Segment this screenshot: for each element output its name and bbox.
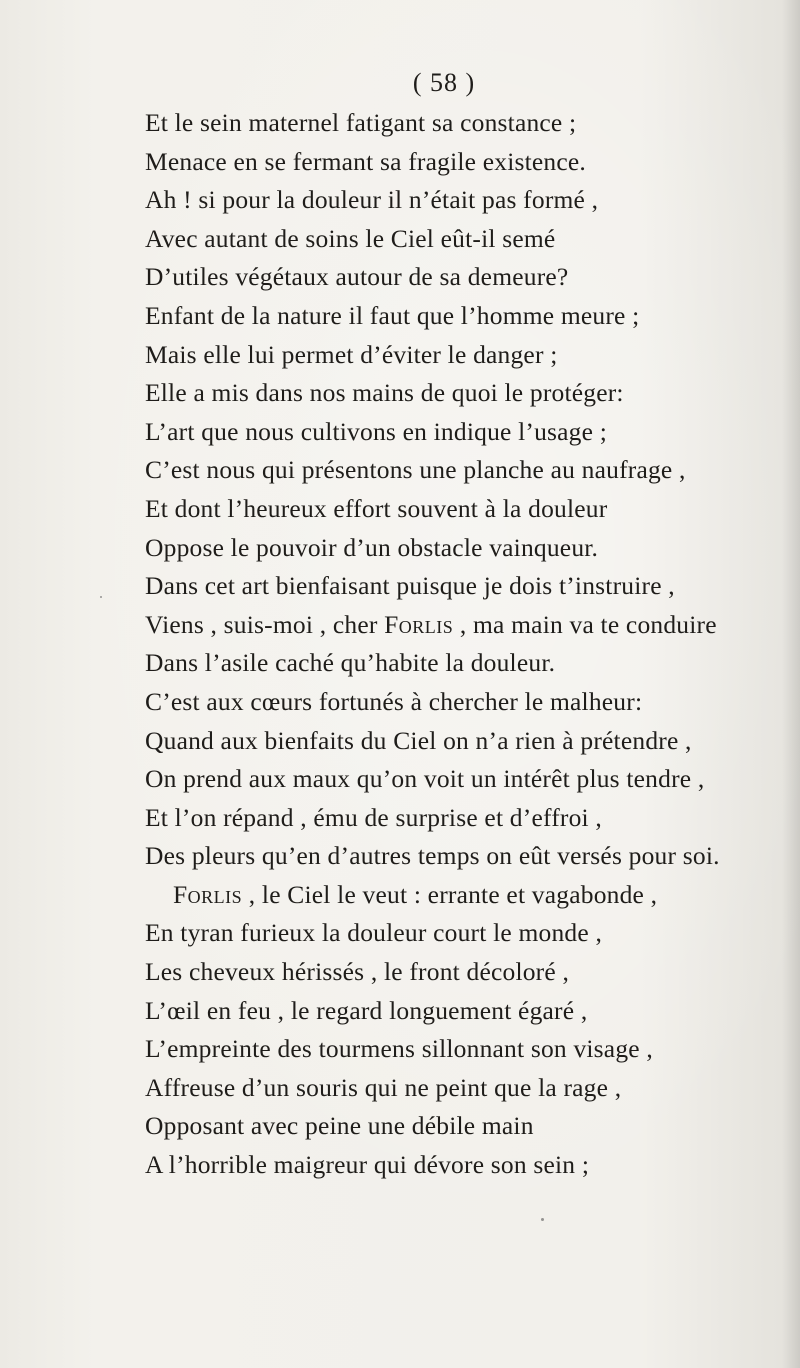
verse-line: Et dont l’heureux effort souvent à la douleur [145, 493, 608, 523]
verse-line-indented [145, 876, 785, 915]
verse-line: C’est nous qui présentons une planche au naufrage , [145, 455, 686, 485]
page-number: ( 58 ) [412, 68, 476, 97]
paper-speck [541, 1218, 544, 1221]
verse-line: Quand aux bienfaits du Ciel on n’a rien à prétendre , [145, 725, 692, 755]
paper-speck [100, 596, 102, 598]
verse-line: Avec autant de soins le Ciel eût-il semé [145, 223, 556, 253]
verse-line: Affreuse d’un souris qui ne peint que la rage , [145, 1072, 622, 1102]
verse-line: D’utiles végétaux autour de sa demeure? [145, 262, 569, 292]
verse-line: Opposant avec peine une débile main [145, 1111, 534, 1141]
verse-line: On prend aux maux qu’on voit un intérêt plus tendre , [145, 764, 705, 794]
verse-line: Dans cet art bienfaisant puisque je dois t’instruire , [145, 571, 675, 601]
verse-text: Viens , suis-moi , cher [145, 609, 385, 639]
verse-line: A l’horrible maigreur qui dévore son sein ; [145, 1150, 590, 1180]
verse-line [145, 606, 785, 645]
verse-line: Enfant de la nature il faut que l’homme meure ; [145, 300, 640, 330]
verse-line: Ah ! si pour la douleur il n’était pas formé , [145, 185, 599, 215]
name-forlis: Forlis [384, 609, 454, 639]
verse-text: , ma main va te conduire [453, 609, 717, 639]
verse-line: En tyran furieux la douleur court le monde , [145, 918, 603, 948]
verse-line: Mais elle lui permet d’éviter le danger ; [145, 339, 558, 369]
verse-line: Les cheveux hérissés , le front décoloré , [145, 957, 570, 987]
name-forlis: Forlis [173, 879, 243, 909]
verse-block [145, 104, 785, 1185]
verse-line: C’est aux cœurs fortunés à chercher le malheur: [145, 686, 643, 716]
verse-line: Dans l’asile caché qu’habite la douleur. [145, 648, 556, 678]
verse-line: L’art que nous cultivons en indique l’usage ; [145, 416, 608, 446]
verse-text: , le Ciel le veut : errante et vagabonde , [242, 879, 658, 909]
verse-line: Et l’on répand , ému de surprise et d’effroi , [145, 802, 602, 832]
verse-line: L’œil en feu , le regard longuement égaré , [145, 995, 588, 1025]
verse-line: Oppose le pouvoir d’un obstacle vainqueur. [145, 532, 599, 562]
verse-line: Menace en se fermant sa fragile existence. [145, 146, 586, 176]
verse-line: L’empreinte des tourmens sillonnant son visage , [145, 1034, 653, 1064]
verse-line: Elle a mis dans nos mains de quoi le protéger: [145, 378, 624, 408]
verse-line: Et le sein maternel fatigant sa constance ; [145, 108, 577, 137]
verse-line: Des pleurs qu’en d’autres temps on eût versés pour soi. [145, 841, 720, 871]
